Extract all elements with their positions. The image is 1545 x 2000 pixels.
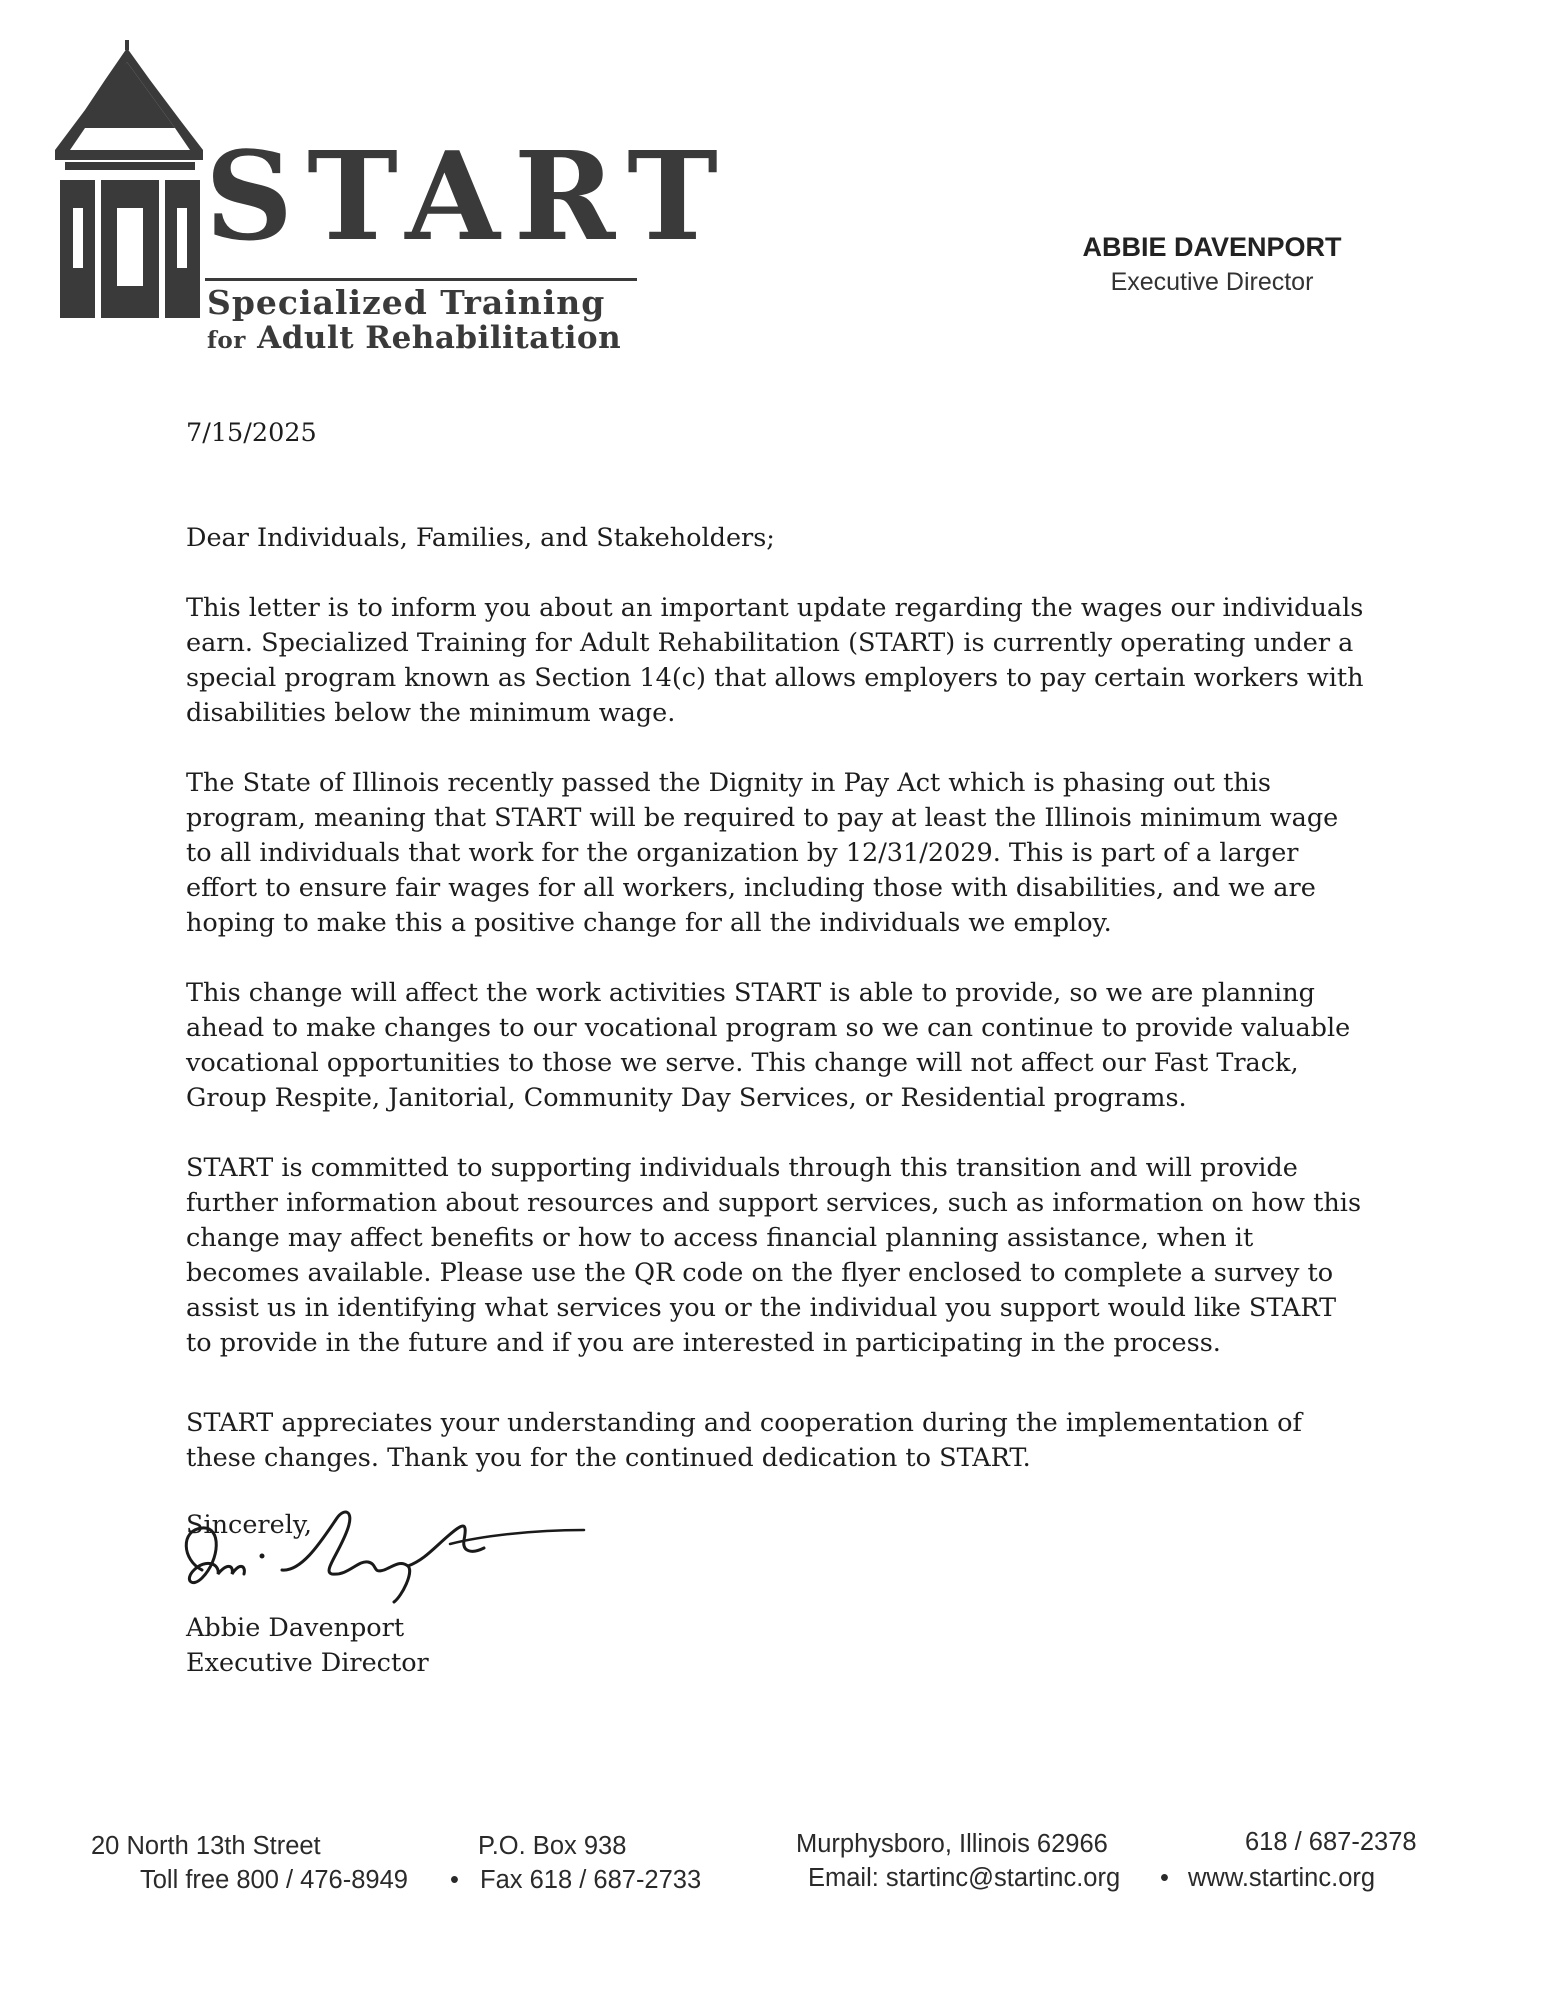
letter-salutation: Dear Individuals, Families, and Stakeholders;: [186, 522, 775, 553]
logo-wordmark: START: [205, 124, 732, 268]
start-logo: [55, 40, 732, 356]
logo-subtitle-main: Adult Rehabilitation: [257, 320, 622, 356]
header-director-title: Executive Director: [1110, 268, 1314, 296]
letter-date: 7/15/2025: [186, 417, 317, 448]
footer-po-box: P.O. Box 938: [478, 1832, 627, 1860]
signer-name: Abbie Davenport: [186, 1612, 405, 1643]
header-director-name: ABBIE DAVENPORT: [1082, 232, 1342, 262]
logo-subtitle-line1: Specialized Training: [207, 283, 606, 322]
letter-paragraph-2: The State of Illinois recently passed the Dignity in Pay Act which is phasing out this program, meaning that START will be required to pay at least the Illinois minimum wage to all individuals that work for the organization by 12/31/2029. This is part of a larger effort to ensure fair wages for all workers, including those with disabilities, and we are hoping to make this a positive change for all the individuals we employ.: [186, 767, 1339, 938]
logo-subtitle-prefix: for: [207, 327, 246, 354]
footer-toll-free: Toll free 800 / 476-8949: [140, 1866, 408, 1894]
letter-paragraph-1: This letter is to inform you about an important update regarding the wages our individuals earn. Specialized Training for Adult Rehabilitation (START) is currently operating under a special program known as Section 14(c) that allows employers to pay certain workers with disabilities below the minimum wage.: [186, 592, 1364, 728]
footer-city: Murphysboro, Illinois 62966: [796, 1830, 1108, 1858]
footer-phone: 618 / 687-2378: [1245, 1828, 1417, 1856]
footer-email[interactable]: Email: startinc@startinc.org: [808, 1864, 1121, 1892]
footer-separator: •: [450, 1866, 459, 1894]
footer-website[interactable]: www.startinc.org: [1188, 1864, 1376, 1892]
signer-title: Executive Director: [186, 1647, 429, 1678]
letter-paragraph-3: This change will affect the work activities START is able to provide, so we are planning ahead to make changes to our vocational program so we can continue to provide valuable vocational opportunities to those we serve. This change will not affect our Fast Track, Group Respite, Janitorial, Community Day Services, or Residential programs.: [186, 977, 1351, 1113]
logo-subtitle-line2: [207, 320, 621, 356]
letter-paragraph-5: START appreciates your understanding and cooperation during the implementation of these changes. Thank you for the continued dedication to START.: [186, 1407, 1302, 1473]
footer-separator: •: [1160, 1864, 1169, 1892]
handwritten-signature: [172, 1500, 592, 1610]
footer-street-address: 20 North 13th Street: [91, 1832, 321, 1860]
footer-fax: Fax 618 / 687-2733: [480, 1866, 702, 1894]
letter-closing: Sincerely,: [186, 1509, 312, 1540]
logo-divider: [205, 278, 637, 281]
letter-paragraph-4: START is committed to supporting individuals through this transition and will provide further information about resources and support services, such as information on how this change may affect benefits or how to access financial planning assistance, when it becomes available. Please use the QR code on the flyer enclosed to complete a survey to assist us in identifying what services you or the individual you support would like START to provide in the future and if you are interested in participating in the process.: [186, 1152, 1362, 1358]
gazebo-tower-icon: [55, 40, 205, 320]
